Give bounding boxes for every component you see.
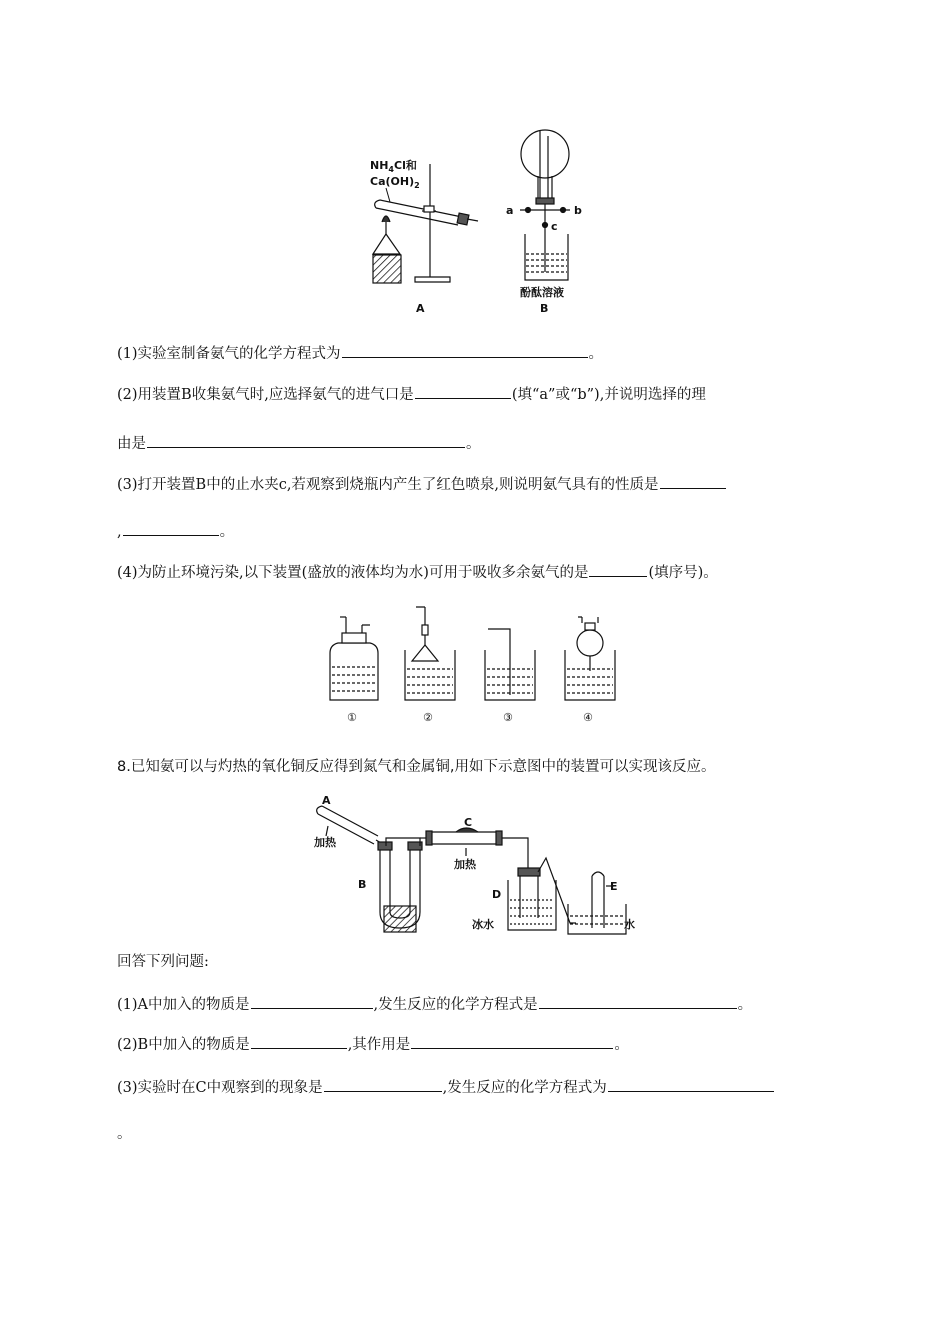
label-heat-1: 加热 <box>314 836 336 849</box>
apparatus-b-u-tube <box>378 838 422 932</box>
sub-question-1 <box>117 994 752 1015</box>
answer-blank-3a[interactable] <box>660 474 726 489</box>
sub-question-2 <box>117 1034 629 1055</box>
reagent-label-line2: $Ca(OH)_2$ <box>370 175 420 190</box>
question-1-end: 。 <box>588 346 604 362</box>
answer-blank-3b[interactable] <box>123 521 219 536</box>
label-c: c <box>551 220 558 233</box>
apparatus-b <box>520 130 570 280</box>
label-a: a <box>506 204 514 217</box>
question-8 <box>117 757 715 777</box>
device-4-bulb <box>565 617 615 700</box>
sub-question-2-mid: ,其作用是 <box>347 1037 411 1053</box>
sub-question-1-end: 。 <box>737 997 753 1013</box>
question-3-comma: , <box>117 524 122 540</box>
label-b: B <box>358 878 367 891</box>
sub-question-2-end: 。 <box>614 1037 629 1053</box>
question-4-text: (4)为防止环境污染,以下装置(盛放的液体均为水)可用于吸收多余氨气的是 <box>117 565 589 581</box>
label-b: b <box>574 204 582 217</box>
question-3-line2 <box>117 521 234 542</box>
device-label-2: ② <box>423 711 433 724</box>
label-water: 水 <box>624 918 635 931</box>
device-1-bottle <box>330 617 378 700</box>
question-3-end: 。 <box>219 524 235 540</box>
answer-intro-text: 回答下列问题: <box>117 954 209 970</box>
device-label-1: ① <box>347 711 357 724</box>
figure-ammonia-apparatus <box>360 122 600 322</box>
answer-blank-4[interactable] <box>589 562 647 577</box>
question-2 <box>117 384 706 405</box>
question-1 <box>117 343 603 364</box>
label-heat-2: 加热 <box>454 858 476 871</box>
label-a: A <box>322 794 331 807</box>
question-4 <box>117 562 718 583</box>
question-8-text: 8.已知氨可以与灼热的氧化铜反应得到氮气和金属铜,用如下示意图中的装置可以实现该反应。 <box>117 759 716 775</box>
device-3-tube <box>485 629 535 700</box>
apparatus-d-trap <box>508 858 576 930</box>
answer-blank-8-3b[interactable] <box>608 1077 774 1092</box>
answer-blank-2b[interactable] <box>147 433 465 448</box>
label-e: E <box>610 880 618 893</box>
sub-question-3 <box>117 1077 775 1098</box>
question-2-line2 <box>117 433 481 454</box>
answer-blank-8-2b[interactable] <box>411 1034 613 1049</box>
caption-a: A <box>416 302 425 315</box>
device-label-3: ③ <box>503 711 513 724</box>
question-2-text: (2)用装置B收集氨气时,应选择氨气的进气口是 <box>117 387 414 403</box>
answer-blank-8-1a[interactable] <box>251 994 373 1009</box>
sub-question-1-text: (1)A中加入的物质是 <box>117 997 250 1013</box>
device-2-funnel <box>405 607 455 700</box>
answer-blank-8-3a[interactable] <box>324 1077 442 1092</box>
sub-question-3-text: (3)实验时在C中观察到的现象是 <box>117 1080 323 1096</box>
device-label-4: ④ <box>583 711 593 724</box>
answer-blank-1[interactable] <box>342 343 588 358</box>
sub-question-3-line2 <box>117 1124 132 1144</box>
figure-absorption-devices <box>320 595 640 725</box>
answer-intro <box>117 952 209 972</box>
caption-b: B <box>540 302 549 315</box>
question-3-text: (3)打开装置B中的止水夹c,若观察到烧瓶内产生了红色喷泉,则说明氨气具有的性质是 <box>117 477 659 493</box>
label-ice-water: 冰水 <box>472 918 494 931</box>
answer-blank-8-2a[interactable] <box>251 1034 347 1049</box>
answer-blank-2a[interactable] <box>415 384 511 399</box>
question-3 <box>117 474 727 495</box>
question-2-mid: (填“a”或“b”),并说明选择的理 <box>511 387 706 403</box>
question-2-end: 。 <box>466 436 481 452</box>
label-d: D <box>492 888 502 901</box>
answer-blank-8-1b[interactable] <box>539 994 737 1009</box>
phenolphthalein-label: 酚酞溶液 <box>520 286 564 299</box>
sub-question-2-text: (2)B中加入的物质是 <box>117 1037 250 1053</box>
question-4-end: (填序号)。 <box>648 565 718 581</box>
sub-question-3-mid: ,发生反应的化学方程式为 <box>442 1080 607 1096</box>
label-c: C <box>464 816 473 829</box>
question-2-line2-text: 由是 <box>117 436 146 452</box>
sub-question-3-end: 。 <box>117 1126 132 1142</box>
question-1-text: (1)实验室制备氨气的化学方程式为 <box>117 346 341 362</box>
sub-question-1-mid: ,发生反应的化学方程式是 <box>373 997 538 1013</box>
reagent-label-line1: $NH_4Cl$和 <box>370 159 417 174</box>
figure-ammonia-copper-oxide <box>308 788 648 936</box>
